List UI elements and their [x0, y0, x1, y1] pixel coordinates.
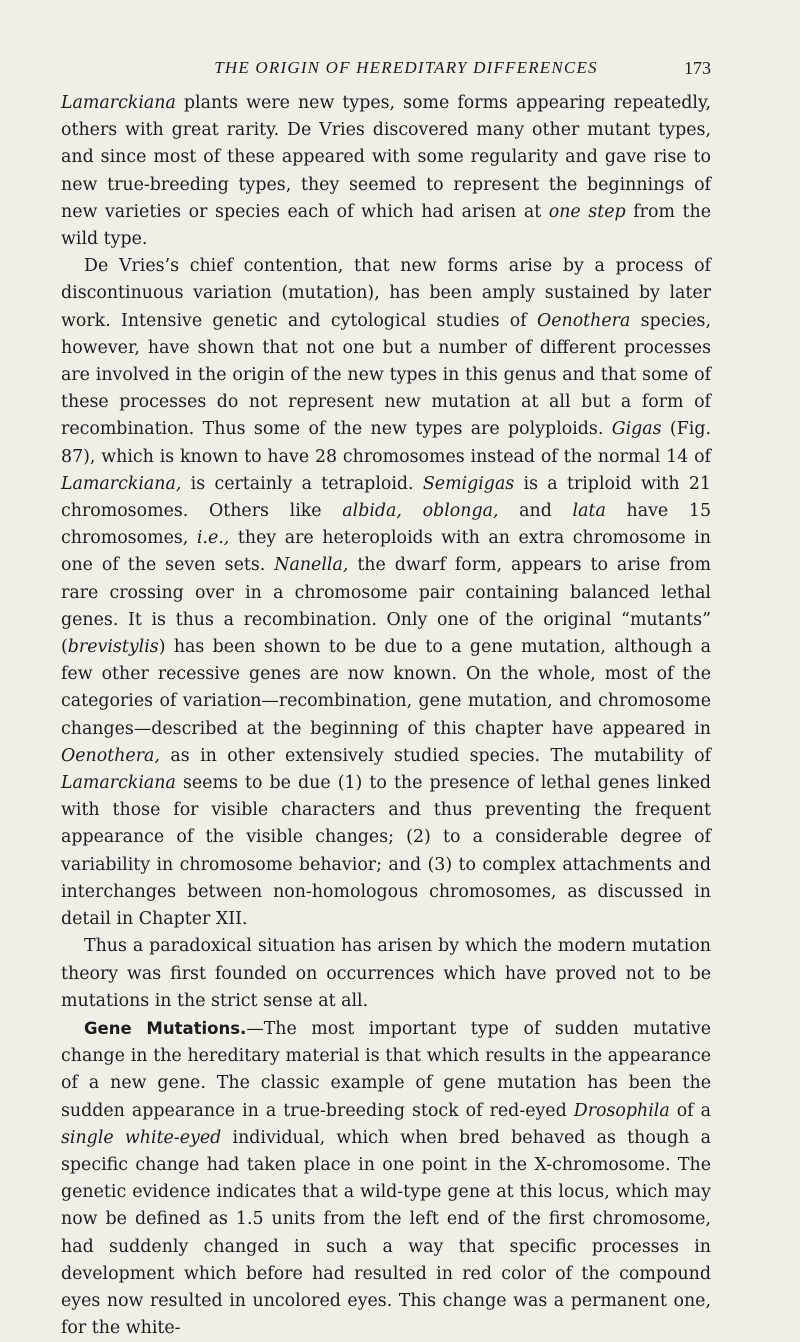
running-title: THE ORIGIN OF HEREDITARY DIFFERENCES: [214, 58, 598, 77]
paragraph-4: Gene Mutations.—The most important type of sudden mutative change in the hereditary material is that which results in the appearance of a new gene. The classic example of gene mutation has been the sudden appearance in a true-breeding stock of red-eyed Drosophila of a single white-eyed individual, which when bred behaved as though a specific change had taken place in one point in the X-chromosome. The genetic evidence indicates that a wild-type gene at this locus, which may now be defined as 1.5 units from the left end of the first chromosome, had suddenly changed in such a way that specific processes in development which before had resulted in red color of the compound eyes now resulted in uncolored eyes. This change was a permanent one, for the white-: [61, 1018, 711, 1339]
species-name: Lamarckiana: [61, 93, 176, 113]
genus-name: Drosophila: [573, 1100, 670, 1121]
paragraph-1: Lamarckiana plants were new types, some forms appearing repeatedly, others with great rarity. De Vries discovered many other mutant types, and since most of these appeared with some regularity and gave rise to new true-breeding types, they seemed to represent the beginnings of new varieties or species each of which had arisen at one step from the wild type.: [61, 93, 712, 250]
species-name: albida, oblonga,: [342, 501, 499, 522]
genus-name: Oenothera: [536, 310, 631, 331]
abbreviation: i.e.,: [196, 528, 230, 549]
species-name: lata: [572, 501, 606, 522]
paragraph-3: Thus a paradoxical situation has arisen by which the modern mutation theory was first founded on occurrences which have proved not to be mutations in the strict sense at all.: [61, 936, 711, 1011]
genus-name: Oenothera,: [61, 745, 160, 766]
page-number: 173: [684, 58, 711, 78]
book-page: [61, 58, 711, 1342]
species-name: brevistylis: [67, 637, 159, 658]
species-name: Lamarckiana,: [61, 473, 182, 494]
body-text: [61, 90, 711, 1342]
section-heading: Gene Mutations.: [84, 1018, 247, 1038]
running-head: [61, 58, 711, 90]
species-name: Semigigas: [422, 473, 515, 494]
species-name: Lamarckiana: [61, 773, 176, 794]
emphasis: one step: [548, 201, 626, 222]
paragraph-2: De Vries’s chief contention, that new forms arise by a process of discontinuous variation (mutation), has been amply sustained by later work. Intensive genetic and cytological studies of Oenothera species, however, have shown that not one but a number of different processes are involved in the origin of the new types in this genus and that some of these processes do not represent new mutation at all but a form of recombination. Thus some of the new types are polyploids. Gigas (Fig. 87), which is known to have 28 chromosomes instead of the normal 14 of Lamarckiana, is certainly a tetraploid. Semigigas is a triploid with 21 chromosomes. Others like albida, oblonga, and lata have 15 chromosomes, i.e., they are heteroploids with an extra chromosome in one of the seven sets. Nanella, the dwarf form, appears to arise from rare crossing over in a chromosome pair containing balanced lethal genes. It is thus a recombination. Only one of the original “mutants” (brevistylis) has been shown to be due to a gene mutation, although a few other recessive genes are now known. On the whole, most of the categories of variation—recombination, gene mutation, and chromosome changes—described at the beginning of this chapter have appeared in Oenothera, as in other extensively studied species. The mutability of Lamarckiana seems to be due (1) to the presence of lethal genes linked with those for visible characters and thus preventing the frequent appearance of the visible changes; (2) to a considerable degree of variability in chromosome behavior; and (3) to complex attachments and interchanges between non-homologous chromosomes, as discussed in detail in Chapter XII.: [61, 256, 712, 930]
species-name: Nanella,: [274, 555, 349, 576]
emphasis: single white-eyed: [61, 1127, 222, 1148]
species-name: Gigas: [611, 419, 662, 440]
